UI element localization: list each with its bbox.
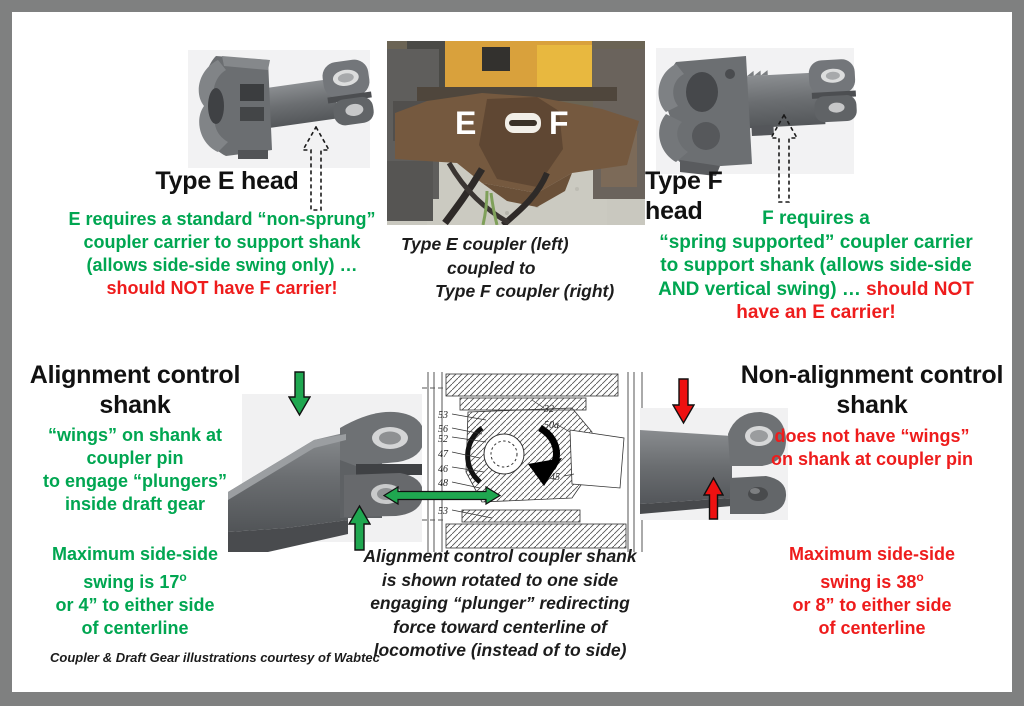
caption-line: is shown rotated to one side (381, 569, 619, 590)
caption-line: Alignment control coupler shank (363, 546, 637, 566)
type-f-head-illustration (650, 48, 862, 180)
green-up-arrow-icon (348, 504, 371, 551)
drawing-part-number: 53 (438, 506, 448, 517)
note-line: swing is 38$^o$ (820, 570, 924, 592)
note-line: of centerline (818, 618, 926, 638)
heading-line: shank (99, 391, 171, 419)
red-up-arrow-icon (703, 476, 724, 520)
note-line: inside draft gear (64, 494, 206, 514)
type-e-note-line: (allows side-side swing only) … (86, 255, 358, 275)
heading-line: shank (836, 391, 908, 419)
non-alignment-shank-heading (740, 360, 1004, 420)
type-f-warning-line: have an E carrier! (736, 302, 896, 323)
illustration-credit: Coupler & Draft Gear illustrations courtesy of Wabtec (50, 650, 380, 665)
alignment-wings-note (20, 424, 250, 516)
red-down-arrow-icon (672, 378, 695, 425)
type-f-note-mixed-line (656, 278, 976, 302)
photo-letter-e: E (455, 105, 477, 141)
caption-line: force toward centerline of (393, 616, 607, 637)
heading-line: Alignment control (29, 361, 241, 389)
note-line: “wings” on shank at (47, 425, 223, 445)
green-down-arrow-icon (288, 371, 311, 417)
type-f-note-line: “spring supported” coupler carrier (659, 231, 973, 253)
photo-caption-line: coupled to (447, 257, 536, 278)
coupled-couplers-photo (387, 41, 645, 225)
type-f-note-line: F requires a (762, 208, 870, 229)
center-caption (330, 545, 670, 663)
heading-line: Non-alignment control (740, 361, 1004, 389)
type-f-head-label: Type F head (645, 167, 723, 225)
note-line: of centerline (81, 618, 189, 638)
note-line: Maximum side-side (51, 544, 219, 564)
type-f-note-line: to support shank (allows side-side (660, 255, 972, 276)
drawing-part-number: 46 (438, 464, 448, 475)
green-double-arrow-icon (383, 485, 501, 506)
drawing-part-number: 50a (544, 420, 559, 431)
alignment-shank-heading (20, 360, 250, 420)
slide-canvas (12, 12, 1012, 692)
type-e-head-label: Type E head (155, 167, 299, 195)
degree-superscript: o (179, 570, 187, 584)
note-line: swing is 17$^o$ (83, 570, 187, 592)
type-e-head-illustration (182, 50, 376, 176)
drawing-part-number: 45 (550, 472, 560, 483)
photo-letter-f: F (549, 105, 569, 141)
type-f-note (656, 207, 976, 325)
non-alignment-swing-note (740, 543, 1004, 640)
type-e-warning-line: should NOT have F carrier! (106, 278, 338, 298)
note-line: to engage “plungers” (42, 471, 228, 491)
alignment-shank-illustration (228, 382, 434, 554)
non-alignment-wings-note (740, 425, 1004, 471)
caption-line: locomotive (instead of to side) (373, 640, 627, 660)
drawing-part-number: 56 (438, 424, 448, 435)
patent-drawing-draft-gear (422, 372, 654, 552)
drawing-part-number: 32 (544, 404, 554, 415)
note-line: on shank at coupler pin (770, 449, 974, 469)
note-line: does not have “wings” (774, 426, 970, 446)
type-e-note-line: E requires a standard “non-sprung” (68, 209, 376, 229)
drawing-part-number: 52 (438, 434, 448, 445)
note-line: coupler pin (86, 448, 184, 468)
type-f-note-green-part: AND vertical swing) … (658, 278, 867, 300)
photo-caption-line: Type F coupler (right) (435, 281, 615, 301)
drawing-part-number: 48 (438, 478, 448, 489)
photo-caption-line: Type E coupler (left) (401, 234, 569, 254)
photo-caption (387, 233, 645, 304)
degree-superscript: o (916, 570, 924, 584)
caption-line: engaging “plunger” redirecting (370, 593, 630, 613)
type-e-note-line: coupler carrier to support shank (83, 232, 361, 252)
note-line: or 4” to either side (55, 595, 215, 615)
drawing-part-number: 47 (438, 449, 448, 460)
type-e-note (42, 208, 402, 300)
note-line: Maximum side-side (788, 544, 956, 564)
alignment-swing-note (20, 543, 250, 640)
note-line: or 8” to either side (792, 595, 952, 615)
type-f-warning-part: should NOT (866, 278, 974, 300)
drawing-part-number: 53 (438, 410, 448, 421)
